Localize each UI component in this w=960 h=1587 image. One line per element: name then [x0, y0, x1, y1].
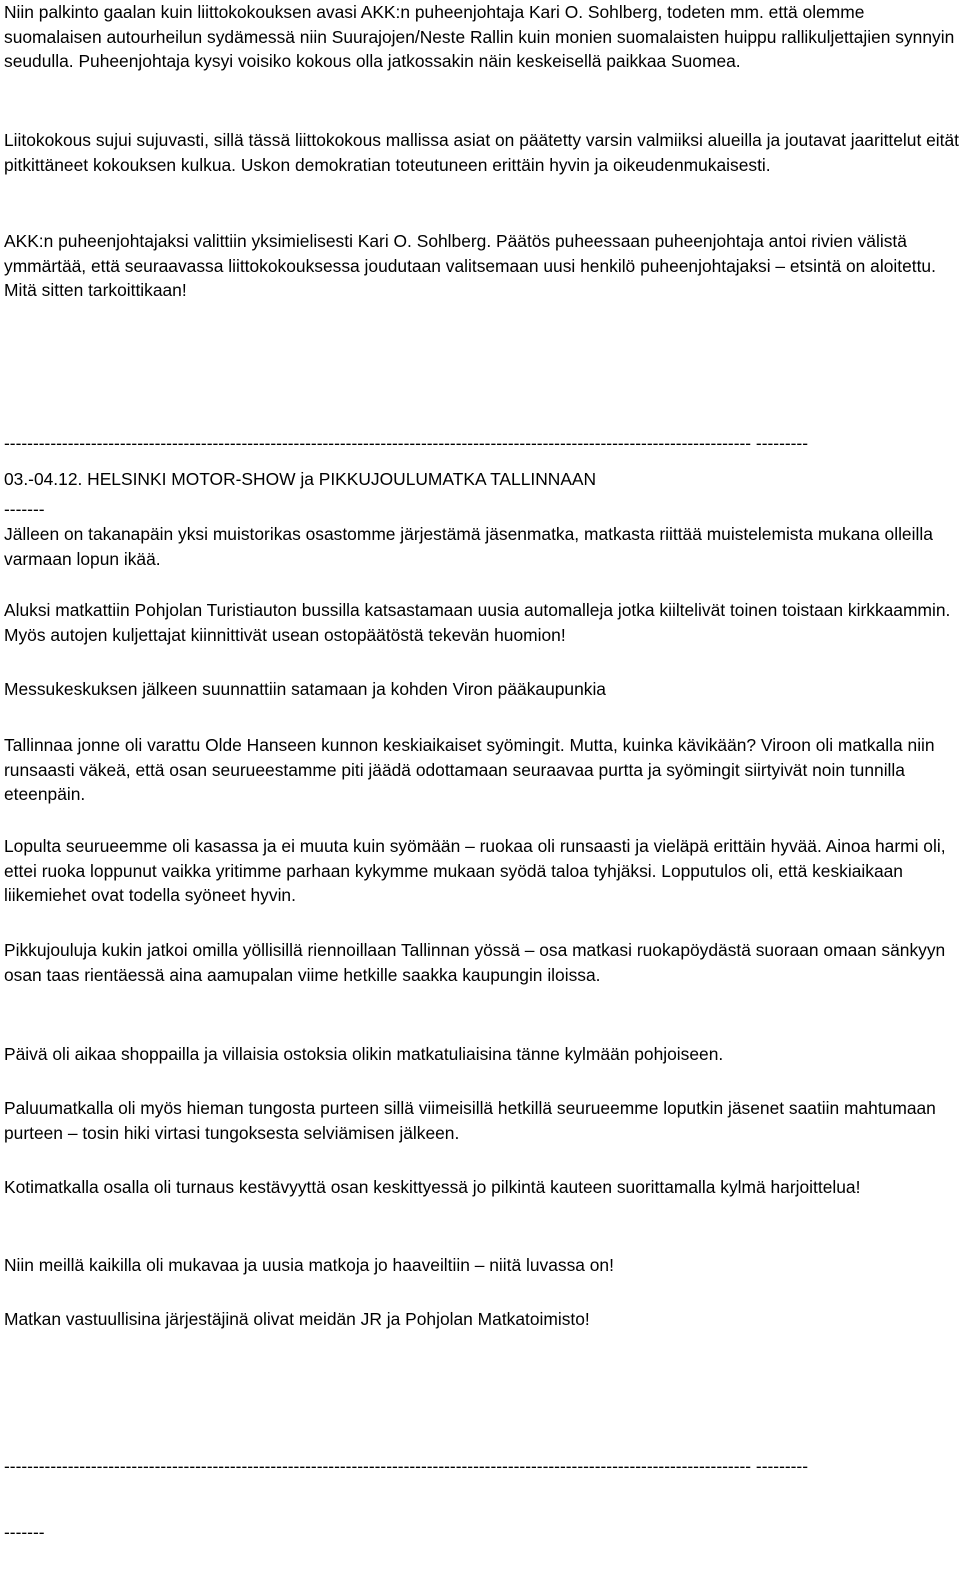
paragraph-fun: Niin meillä kaikilla oli mukavaa ja uusia matkoja jo haaveiltiin – niitä luvassa on! — [4, 1255, 614, 1275]
paragraph-shopping: Päivä oli aikaa shoppailla ja villaisia ostoksia olikin matkatuliaisina tänne kylmään pohjoiseen. — [4, 1044, 724, 1064]
separator-line-2: ------- — [4, 499, 45, 519]
paragraph-trip-intro: Jälleen on takanapäin yksi muistorikas osastomme järjestämä jäsenmatka, matkasta riittää muistelemista mukana olleilla varmaan lopun ikää. — [4, 524, 933, 569]
section-heading: 03.-04.12. HELSINKI MOTOR-SHOW ja PIKKUJOULUMATKA TALLINNAAN — [4, 469, 597, 489]
paragraph-olde-hansa: Tallinnaa jonne oli varattu Olde Hanseen kunnon keskiaikaiset syömingit. Mutta, kuinka kävikään? Viroon oli matkalla niin runsaasti väkeä, että osan seurueestamme piti jäädä odottamaan seuraavaa purtta ja syömingit siirtyivät noin tunnilla eteenpäin. — [4, 735, 935, 804]
paragraph-organisers: Matkan vastuullisina järjestäjinä olivat meidän JR ja Pohjolan Matkatoimisto! — [4, 1309, 590, 1329]
paragraph-gala-opening: Niin palkinto gaalan kuin liittokokouksen avasi AKK:n puheenjohtaja Kari O. Sohlberg, todeten mm. että olemme suomalaisen autourheilun sydämessä niin Suurajojen/Neste Rallin kuin monien suomalaisten huippu rallikuljettajien synnyin seudulla. Puheenjohtaja kysyi voisiko kokous olla jatkossakin näin keskeisellä paikkaa Suomea. — [4, 2, 955, 71]
paragraph-to-harbour: Messukeskuksen jälkeen suunnattiin satamaan ja kohden Viron pääkaupunkia — [4, 679, 606, 699]
paragraph-night: Pikkujouluja kukin jatkoi omilla yöllisillä riennoillaan Tallinnan yössä – osa matkasi ruokapöydästä suoraan omaan sänkyyn osan taas rientäessä aina aamupalan viime hetkille saakka kaupungin iloissa. — [4, 940, 946, 985]
paragraph-meeting-summary: Liitokokous sujui sujuvasti, sillä tässä liittokokous mallissa asiat on päätetty varsin valmiiksi alueilla ja joutavat jaarittelut eität pitkittäneet kokouksen kulkua. Uskon demokratian toteutuneen erittäin hyvin ja oikeudenmukaisesti. — [4, 130, 959, 175]
paragraph-chairman-elected: AKK:n puheenjohtajaksi valittiin yksimielisesti Kari O. Sohlberg. Päätös puheessaan puheenjohtaja antoi rivien välistä ymmärtää, että seuraavassa liittokokouksessa joudutaan valitsemaan uusi henkilö puheenjohtajaksi – etsintä on aloitettu. Mitä sitten tarkoittikaan! — [4, 231, 936, 300]
paragraph-journey-home: Kotimatkalla osalla oli turnaus kestävyyttä osan keskittyessä jo pilkintä kauteen suorittamalla kylmä harjoittelua! — [4, 1177, 861, 1197]
paragraph-dinner: Lopulta seurueemme oli kasassa ja ei muuta kuin syömään – ruokaa oli runsaasti ja vieläpä erittäin hyvää. Ainoa harmi oli, ettei ruoka loppunut vaikka yritimme parhaan kykymme mukaan syödä taloa tyhjäksi. Lopputulos oli, että keskiaikaan liikemiehet ovat todella syöneet hyvin. — [4, 836, 946, 905]
paragraph-motor-show: Aluksi matkattiin Pohjolan Turistiauton bussilla katsastamaan uusia automalleja jotka kiiltelivät toinen toistaan kirkkaammin. Myös autojen kuljettajat kiinnittivät usean ostopäätöstä tekevän huomion! — [4, 600, 951, 645]
separator-line-bottom — [4, 1411, 959, 1587]
separator-line-1: --------------------------------------------------------------------------------------------------------------------------------- --------- — [4, 1456, 809, 1476]
separator-line-1: --------------------------------------------------------------------------------------------------------------------------------- --------- — [4, 433, 809, 453]
separator-line-2: ------- — [4, 1522, 45, 1542]
paragraph-return-trip: Paluumatkalla oli myös hieman tungosta purteen sillä viimeisillä hetkillä seurueemme loputkin jäsenet saatiin mahtumaan purteen – tosin hiki virtasi tungoksesta selviämisen jälkeen. — [4, 1098, 936, 1143]
